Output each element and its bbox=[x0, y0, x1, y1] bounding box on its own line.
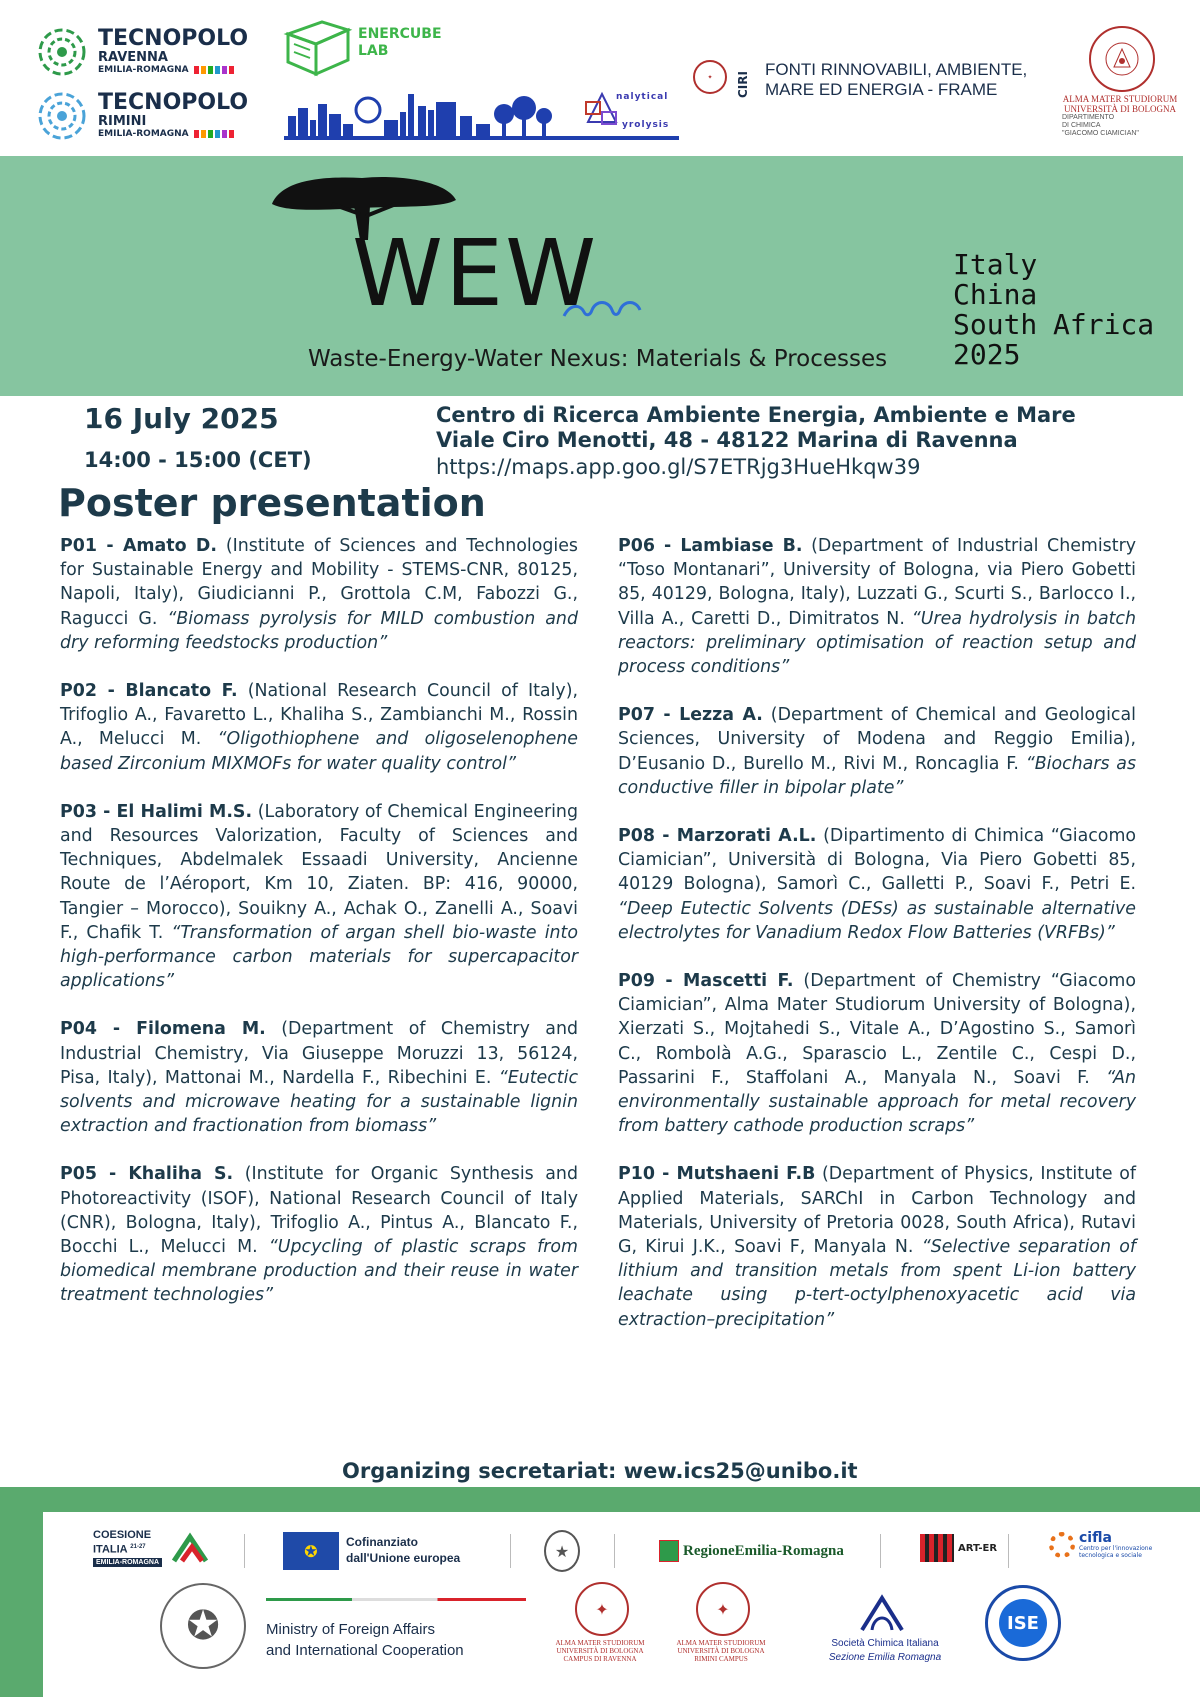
enercube-line1: ENERCUBE bbox=[358, 26, 442, 42]
poster-id-presenter: P02 - Blancato F. bbox=[60, 681, 238, 702]
poster-title: “Selective separation of lithium and transition metals from spent Li-ion battery leachate using p-tert-octylphenoxyacetic acid via extraction–precipitation” bbox=[618, 1237, 1137, 1330]
analytical-label: nalytical bbox=[616, 92, 669, 102]
tecnopolo-name: TECNOPOLO bbox=[98, 90, 249, 115]
poster-presenter: Amato D. bbox=[122, 536, 217, 556]
section-title: Poster presentation bbox=[58, 481, 486, 525]
cifla-name: cifla bbox=[1079, 1530, 1112, 1546]
eu-line2: dall'Unione europea bbox=[346, 1551, 461, 1565]
poster-id-presenter: P05 - Khaliha S. bbox=[60, 1164, 234, 1185]
ise-name: ISE bbox=[999, 1599, 1047, 1647]
waves-icon bbox=[560, 296, 644, 322]
wew-logo-text: WEW bbox=[352, 220, 599, 327]
sci-line1: Società Chimica Italiana bbox=[831, 1638, 939, 1649]
mofa-flag-line bbox=[266, 1598, 526, 1601]
unibo-ravenna-line1: ALMA MATER STUDIORUM bbox=[555, 1639, 645, 1647]
unibo-ravenna-line2: UNIVERSITÀ DI BOLOGNA bbox=[556, 1647, 644, 1655]
poster-presenter: Mascetti F. bbox=[683, 971, 794, 992]
poster-id: P05 bbox=[60, 1164, 97, 1185]
mofa-line2: and International Cooperation bbox=[266, 1642, 464, 1659]
coesione-line1: COESIONE bbox=[93, 1529, 152, 1541]
poster-title: “Transformation of argan shell bio-waste into high-performance carbon materials for supercapacitor applications” bbox=[60, 922, 579, 992]
poster-affiliation-authors: (Department of Chemistry “Giacomo Ciamician”, Alma Mater Studiorum University of Bologna), Xierzati S., Mojtahedi S., Vitale A., D’Agostino S., Samorì C., Rombolà A.G., Sparascio L., Zentile C., Cespi D., Passarini F., Staffolani A., Manyala N., Soavi F. bbox=[618, 971, 1136, 1088]
eu-flag-icon: ✪ bbox=[283, 1532, 339, 1570]
poster-presenter: Lezza A. bbox=[679, 705, 763, 726]
art-er-name: ART-ER bbox=[958, 1542, 998, 1554]
poster-presenter: Blancato F. bbox=[125, 681, 238, 702]
poster-affiliation-authors: (Department of Physics, Institute of Applied Materials, SARChI in Carbon Technology and Materials, University of Pretoria 0028, South Africa), Rutavi G, Kirui J.K., Soavi F, Manyala N. bbox=[618, 1164, 1136, 1258]
tecnopolo-region: EMILIA-ROMAGNA bbox=[98, 65, 248, 76]
poster-affiliation-authors: (Dipartimento di Chimica “Giacomo Ciamician”, Università di Bologna, Via Piero Gobetti 85, 40129 Bologna), Samorì C., Galletti P., Soavi F., Petri E. bbox=[618, 826, 1137, 895]
tecnopolo-ravenna-logo bbox=[36, 26, 248, 78]
poster-entry bbox=[618, 824, 1136, 945]
venue-address: Viale Ciro Menotti, 48 - 48122 Marina di Ravenna bbox=[436, 428, 1018, 452]
poster-affiliation-authors: (Institute of Sciences and Technologies for Sustainable Energy and Mobility - STEMS-CNR, 80125, Napoli, Italy), Giudicianni P., Grottola C.M, Fabozzi G., Ragucci G. bbox=[60, 536, 578, 629]
cifla-ring-icon bbox=[1049, 1532, 1075, 1558]
poster-presenter: Marzorati A.L. bbox=[676, 826, 817, 847]
poster-entry bbox=[60, 1017, 578, 1138]
unibo-dept-text bbox=[1058, 94, 1182, 138]
sci-text bbox=[815, 1637, 955, 1665]
event-banner bbox=[0, 156, 1183, 396]
poster-id-presenter: P10 - Mutshaeni F.B bbox=[618, 1164, 816, 1185]
poster-id: P01 bbox=[60, 536, 97, 556]
poster-presenter: Lambiase B. bbox=[680, 536, 803, 556]
tecnopolo-wheel-icon bbox=[36, 90, 88, 142]
coesione-years: 21-27 bbox=[130, 1544, 146, 1550]
poster-affiliation-authors: (Department of Industrial Chemistry “Toso Montanari”, University of Bologna, via Piero Gobetti 85, 40129, Bologna, Italy), Luzzati G., Scurti S., Barlocco I., Villa A., Caretti D., Dimitratos N. bbox=[618, 536, 1137, 629]
poster-id: P06 bbox=[618, 536, 655, 556]
regione-name: RegioneEmilia-Romagna bbox=[683, 1542, 844, 1559]
unibo-line3: DIPARTIMENTO bbox=[1062, 114, 1115, 121]
poster-affiliation-authors: (Laboratory of Chemical Engineering and Resources Valorization, Faculty of Sciences and Techniques, Abdelmalek Essaadi University, Ancienne Route de l’Aéroport, Km 10, Ziaten. BP: 416, 90000, Tangier – Morocco), Souikny A., Achak O., Zanelli A., Soavi F., Chafik T. bbox=[60, 801, 578, 943]
repubblica-italiana-emblem-icon: ✪ bbox=[160, 1583, 246, 1669]
organizing-secretariat: Organizing secretariat: wew.ics25@unibo.it bbox=[342, 1459, 858, 1483]
poster-title: “An environmentally sustainable approach for metal recovery from battery cathode production scraps” bbox=[618, 1067, 1136, 1137]
poster-presenter: El Halimi M.S. bbox=[116, 801, 253, 822]
country-china: China bbox=[953, 278, 1038, 311]
host-countries bbox=[953, 250, 1037, 370]
unibo-line2: UNIVERSITÀ DI BOLOGNA bbox=[1064, 104, 1176, 114]
poster-title: “Urea hydrolysis in batch reactors: preliminary optimisation of reaction setup and process conditions” bbox=[618, 608, 1136, 678]
unibo-seal-small: ✦ bbox=[693, 60, 727, 94]
country-italy: Italy bbox=[953, 248, 1038, 281]
footer-divider bbox=[614, 1534, 615, 1568]
unibo-ravenna-seal: ✦ bbox=[575, 1582, 629, 1636]
mofa-line1: Ministry of Foreign Affairs bbox=[266, 1621, 435, 1638]
art-er-mark-icon bbox=[920, 1534, 954, 1562]
poster-id-presenter: P09 - Mascetti F. bbox=[618, 971, 794, 992]
poster-affiliation-authors: (National Research Council of Italy), Trifoglio A., Favaretto L., Khaliha S., Zambianchi M., Rossin A., Melucci M. bbox=[60, 681, 579, 750]
pyrolysis-label: yrolysis bbox=[622, 120, 670, 130]
ciri-frame-line1: FONTI RINNOVABILI, AMBIENTE, bbox=[765, 60, 1028, 79]
tecnopolo-rimini-logo bbox=[36, 90, 248, 142]
coesione-line2: ITALIA bbox=[93, 1543, 128, 1556]
cifla-logo bbox=[1049, 1531, 1169, 1559]
country-south: South bbox=[953, 308, 1038, 341]
unibo-ravenna-line3: CAMPUS DI RAVENNA bbox=[563, 1655, 637, 1663]
poster-entry bbox=[60, 679, 578, 776]
unibo-line5: "GIACOMO CIAMICIAN" bbox=[1062, 130, 1139, 137]
event-year: 2025 bbox=[953, 338, 1021, 371]
tecnopolo-region: EMILIA-ROMAGNA bbox=[98, 129, 248, 140]
regione-er-logo bbox=[659, 1540, 844, 1562]
poster-entry bbox=[60, 1162, 578, 1307]
poster-title: “Oligothiophene and oligoselenophene based Zirconium MIXMOFs for water quality control” bbox=[60, 729, 578, 774]
tecnopolo-name: TECNOPOLO bbox=[98, 26, 249, 51]
poster-id-presenter: P01 - Amato D. bbox=[60, 536, 217, 556]
poster-id-presenter: P04 - Filomena M. bbox=[60, 1019, 266, 1040]
poster-id: P02 bbox=[60, 681, 97, 702]
coesione-region: EMILIA-ROMAGNA bbox=[93, 1558, 162, 1567]
unibo-rimini-line3: RIMINI CAMPUS bbox=[694, 1655, 748, 1663]
poster-id: P03 bbox=[60, 801, 97, 822]
ise-logo bbox=[985, 1585, 1061, 1661]
map-link[interactable]: https://maps.app.goo.gl/S7ETRjg3HueHkqw39 bbox=[436, 455, 921, 479]
poster-presenter: Mutshaeni F.B bbox=[676, 1164, 816, 1185]
enercube-lab-logo bbox=[282, 14, 442, 82]
unibo-rimini-line1: ALMA MATER STUDIORUM bbox=[676, 1639, 766, 1647]
eu-line1: Cofinanziato bbox=[346, 1535, 418, 1549]
event-time: 14:00 - 15:00 (CET) bbox=[84, 448, 312, 472]
poster-title: “Biomass pyrolysis for MILD combustion and dry reforming feedstocks production” bbox=[60, 608, 578, 653]
eu-cofunded-text bbox=[346, 1534, 460, 1566]
unibo-rimini-seal: ✦ bbox=[696, 1582, 750, 1636]
cifla-tagline: Centro per l'innovazione tecnologica e sociale bbox=[1079, 1545, 1153, 1559]
coesione-italia-logo bbox=[93, 1529, 162, 1567]
poster-id-presenter: P03 - El Halimi M.S. bbox=[60, 801, 253, 822]
footer-divider bbox=[1008, 1534, 1009, 1568]
tecnopolo-city: RAVENNA bbox=[98, 50, 168, 65]
poster-title: “Upcycling of plastic scraps from biomedical membrane production and their reuse in water treatment technologies” bbox=[60, 1237, 579, 1306]
italian-emblem-icon: ★ bbox=[544, 1530, 580, 1572]
poster-title: “Deep Eutectic Solvents (DESs) as sustainable alternative electrolytes for Vanadium Redox Flow Batteries (VRFBs)” bbox=[618, 898, 1136, 943]
enercube-line2: LAB bbox=[358, 43, 389, 59]
tecnopolo-city: RIMINI bbox=[98, 114, 147, 129]
unibo-ravenna-text bbox=[540, 1639, 660, 1663]
regione-flag-icon bbox=[659, 1540, 679, 1562]
poster-title: “Eutectic solvents and microwave heating for a sustainable lignin extraction and fractionation from biomass” bbox=[60, 1067, 579, 1137]
poster-entry bbox=[60, 534, 578, 655]
poster-id: P10 bbox=[618, 1164, 655, 1185]
event-date: 16 July 2025 bbox=[84, 402, 279, 435]
unibo-line1: ALMA MATER STUDIORUM bbox=[1062, 94, 1178, 104]
poster-affiliation-authors: (Department of Chemistry and Industrial Chemistry, Via Giuseppe Moruzzi 13, 56124, Pisa, Italy), Mattonai M., Nardella F., Ribechini E. bbox=[60, 1019, 579, 1088]
poster-id-presenter: P06 - Lambiase B. bbox=[618, 536, 803, 556]
poster-id: P09 bbox=[618, 971, 655, 992]
enercube-cube-icon bbox=[282, 14, 356, 78]
unibo-line4: DI CHIMICA bbox=[1062, 122, 1101, 129]
coesione-arrow-icon bbox=[170, 1531, 210, 1567]
mofa-text bbox=[266, 1619, 464, 1661]
poster-entry bbox=[60, 800, 578, 994]
unibo-rimini-line2: UNIVERSITÀ DI BOLOGNA bbox=[677, 1647, 765, 1655]
poster-id: P07 bbox=[618, 705, 655, 726]
poster-presenter: Khaliha S. bbox=[128, 1164, 234, 1185]
analytical-pyrolysis-logo bbox=[582, 88, 670, 132]
poster-id: P08 bbox=[618, 826, 655, 847]
poster-entry bbox=[618, 1162, 1136, 1331]
poster-presenter: Filomena M. bbox=[136, 1019, 266, 1040]
footer-divider bbox=[510, 1534, 511, 1568]
ciri-frame-line2: MARE ED ENERGIA - FRAME bbox=[765, 80, 998, 99]
venue-name: Centro di Ricerca Ambiente Energia, Ambiente e Mare bbox=[436, 403, 1076, 427]
poster-entry bbox=[618, 969, 1136, 1138]
country-africa: Africa bbox=[1053, 308, 1155, 341]
poster-entry bbox=[618, 703, 1136, 800]
poster-entry bbox=[618, 534, 1136, 679]
poster-affiliation-authors: (Department of Chemical and Geological Sciences, University of Modena and Reggio Emilia), D’Eusanio D., Burello M., Rivi M., Roncaglia F. bbox=[618, 705, 1136, 774]
ciri-frame-text bbox=[765, 60, 1027, 100]
poster-column-right bbox=[618, 534, 1136, 1356]
poster-column-left bbox=[60, 534, 578, 1332]
poster-id-presenter: P07 - Lezza A. bbox=[618, 705, 763, 726]
footer-divider bbox=[244, 1534, 245, 1568]
unibo-seal bbox=[1089, 26, 1155, 92]
ciri-label: CIRI bbox=[736, 71, 750, 98]
poster-id: P04 bbox=[60, 1019, 97, 1040]
poster-id-presenter: P08 - Marzorati A.L. bbox=[618, 826, 817, 847]
poster-affiliation-authors: (Institute for Organic Synthesis and Photoreactivity (ISOF), National Research Council of Italy (CNR), Bologna, Italy), Trifoglio A., Pintus A., Blancato F., Bocchi L., Melucci M. bbox=[60, 1164, 578, 1258]
sci-line2: Sezione Emilia Romagna bbox=[828, 1652, 942, 1663]
unibo-rimini-text bbox=[661, 1639, 781, 1663]
sci-logo-icon bbox=[856, 1594, 908, 1634]
event-subtitle: Waste-Energy-Water Nexus: Materials & Processes bbox=[308, 346, 888, 372]
tecnopolo-wheel-icon bbox=[36, 26, 88, 78]
footer-divider bbox=[880, 1534, 881, 1568]
poster-title: “Biochars as conductive filler in bipolar plate” bbox=[618, 753, 1137, 798]
art-er-logo bbox=[920, 1534, 997, 1562]
unibo-seal-icon bbox=[1102, 39, 1142, 79]
